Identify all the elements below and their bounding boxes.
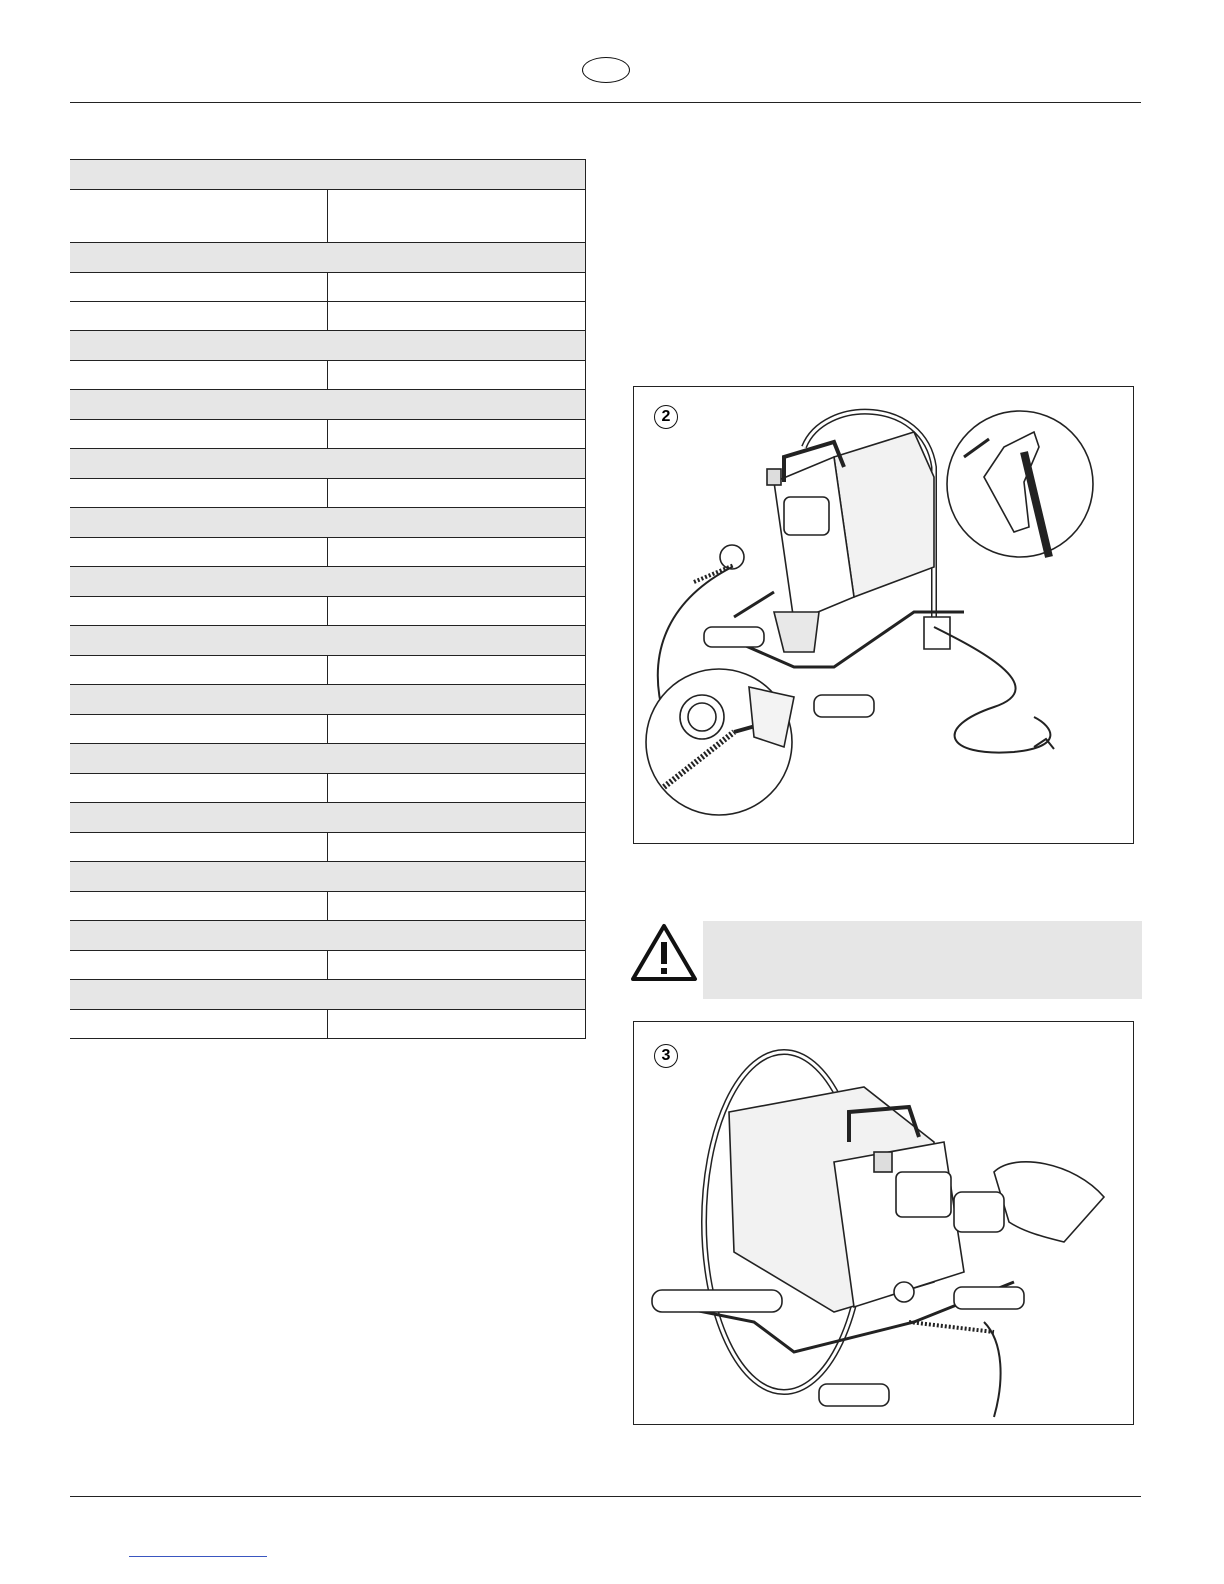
table-section-row — [70, 390, 586, 420]
table-section-row — [70, 243, 586, 273]
table-section-row — [70, 803, 586, 833]
table-section-row — [70, 331, 586, 361]
table-row — [70, 715, 586, 744]
table-row — [70, 597, 586, 626]
table-row — [70, 892, 586, 921]
table-section-row — [70, 744, 586, 774]
table-row — [70, 190, 586, 243]
footer-link[interactable] — [129, 1556, 267, 1557]
table-row — [70, 774, 586, 803]
table-row — [70, 951, 586, 980]
table-row — [70, 302, 586, 331]
footer-rule — [70, 1496, 1141, 1497]
table-row — [70, 833, 586, 862]
figure-3-remove-cover — [633, 1021, 1134, 1425]
language-badge — [582, 57, 630, 83]
table-section-row — [70, 626, 586, 656]
table-row — [70, 420, 586, 449]
warning-triangle-icon — [630, 922, 698, 982]
table-section-row — [70, 449, 586, 479]
header-rule — [70, 102, 1141, 103]
figure-number-badge: 3 — [654, 1044, 678, 1068]
table-row — [70, 479, 586, 508]
table-row — [70, 273, 586, 302]
specification-table — [70, 159, 586, 1039]
sprayer-cover-illustration — [634, 1022, 1132, 1423]
table-row — [70, 538, 586, 567]
table-row — [70, 656, 586, 685]
table-section-row — [70, 862, 586, 892]
warning-note — [703, 921, 1142, 999]
table-section-row — [70, 508, 586, 538]
table-row — [70, 361, 586, 390]
figure-number-badge: 2 — [654, 405, 678, 429]
sprayer-illustration — [634, 387, 1132, 842]
figure-2-sprayer-overview — [633, 386, 1134, 844]
table-section-row — [70, 567, 586, 597]
table-section-row — [70, 980, 586, 1010]
table-section-row — [70, 685, 586, 715]
table-section-row — [70, 160, 586, 190]
table-section-row — [70, 921, 586, 951]
table-row — [70, 1010, 586, 1039]
